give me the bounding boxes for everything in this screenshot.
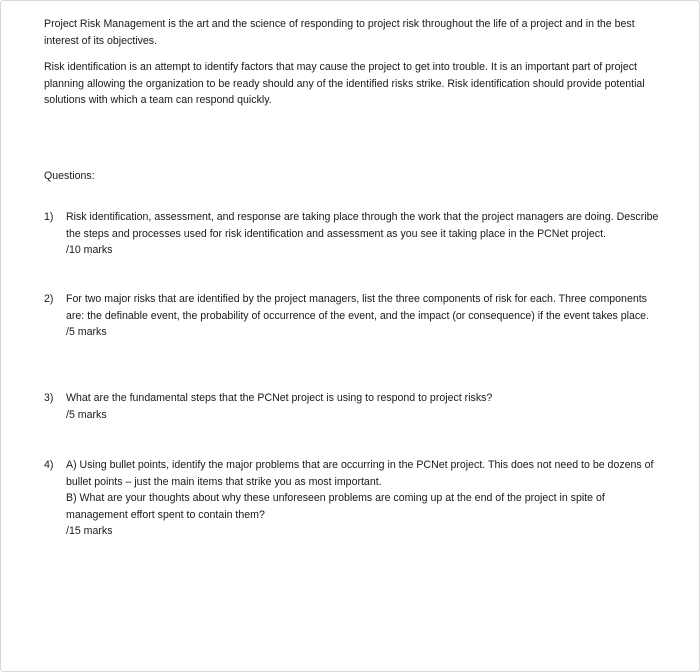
question-4 bbox=[44, 457, 659, 540]
question-text: What are the fundamental steps that the PCNet project is using to respond to project risks? bbox=[66, 392, 493, 404]
question-number: 1) bbox=[44, 211, 54, 223]
question-text: Risk identification, assessment, and response are taking place through the work that the project managers are doing. Describe the steps and processes used for risk identification and assessment as you see it taking place in the PCNet project. bbox=[66, 211, 659, 240]
question-3 bbox=[44, 390, 659, 423]
question-marks: /5 marks bbox=[66, 326, 107, 338]
intro-paragraph-2: Risk identification is an attempt to identify factors that may cause the project to get into trouble. It is an important part of project planning allowing the organization to be ready should any of the identified risks strike. Risk identification should provide potential solutions with which a team can respond quickly. bbox=[44, 61, 645, 106]
question-number: 4) bbox=[44, 459, 54, 471]
question-marks: /5 marks bbox=[66, 408, 107, 421]
question-part-a: A) Using bullet points, identify the major problems that are occurring in the PCNet project. This does not need to be dozens of bullet points – just the main items that strike you as most important. bbox=[66, 459, 654, 488]
question-part-b: B) What are your thoughts about why these unforeseen problems are coming up at the end of the project in spite of management effort spent to contain them? bbox=[66, 492, 605, 521]
question-number: 3) bbox=[44, 392, 54, 404]
question-marks: /15 marks bbox=[66, 525, 113, 537]
question-text: For two major risks that are identified by the project managers, list the three components of risk for each. Three components are: the definable event, the probability of occurrence of the event, and the impact (or consequence) if the event takes place. bbox=[66, 293, 650, 322]
question-number: 2) bbox=[44, 293, 54, 305]
question-2 bbox=[44, 291, 659, 341]
intro-paragraph-1: Project Risk Management is the art and the science of responding to project risk throughout the life of a project and in the best interest of its objectives. bbox=[44, 18, 635, 47]
question-1 bbox=[44, 209, 659, 259]
questions-heading: Questions: bbox=[44, 170, 95, 182]
question-marks: /10 marks bbox=[66, 244, 113, 256]
